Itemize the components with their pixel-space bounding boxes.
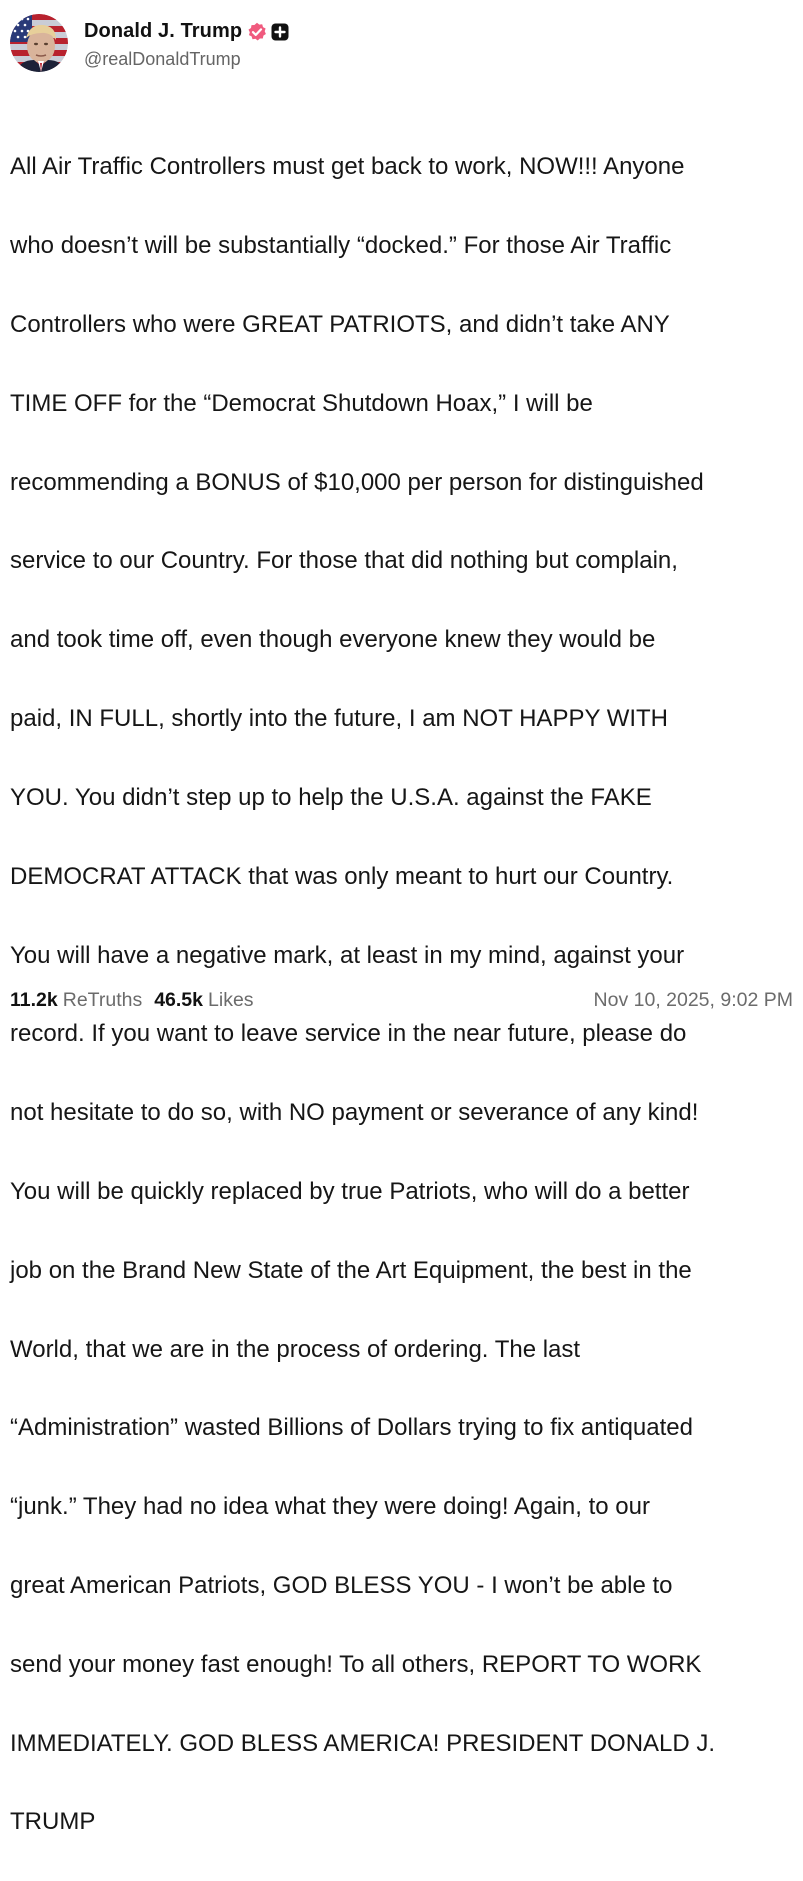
likes-label: Likes bbox=[208, 988, 254, 1011]
retruths-stat[interactable] bbox=[10, 989, 142, 1012]
name-row bbox=[84, 17, 289, 47]
post-line: send your money fast enough! To all others, REPORT TO WORK bbox=[10, 1650, 702, 1678]
post-line: “Administration” wasted Billions of Dollars trying to fix antiquated bbox=[10, 1414, 693, 1442]
post-line: YOU. You didn’t step up to help the U.S.A. against the FAKE bbox=[10, 783, 652, 811]
post-line: All Air Traffic Controllers must get back to work, NOW!!! Anyone bbox=[10, 153, 685, 181]
likes-stat[interactable] bbox=[154, 989, 253, 1012]
post-line: great American Patriots, GOD BLESS YOU - I won’t be able to bbox=[10, 1572, 673, 1600]
author-handle[interactable]: @realDonaldTrump bbox=[84, 48, 241, 69]
post-line: World, that we are in the process of ordering. The last bbox=[10, 1335, 581, 1363]
post-line: Controllers who were GREAT PATRIOTS, and didn’t take ANY bbox=[10, 311, 670, 339]
post-line: service to our Country. For those that did nothing but complain, bbox=[10, 547, 678, 575]
plus-badge-icon bbox=[271, 23, 289, 41]
likes-count: 46.5k bbox=[154, 988, 204, 1011]
post-line: recommending a BONUS of $10,000 per person for distinguished bbox=[10, 468, 704, 496]
post-line: paid, IN FULL, shortly into the future, I am NOT HAPPY WITH bbox=[10, 705, 669, 733]
post-timestamp[interactable]: Nov 10, 2025, 9:02 PM bbox=[593, 988, 793, 1011]
post-line: You will have a negative mark, at least in my mind, against your bbox=[10, 941, 685, 969]
display-name[interactable]: Donald J. Trump bbox=[84, 20, 243, 42]
post-line: TRUMP bbox=[10, 1808, 96, 1836]
post-line: who doesn’t will be substantially “docked.” For those Air Traffic bbox=[10, 232, 672, 260]
avatar-portrait-icon bbox=[10, 14, 68, 72]
post-line: not hesitate to do so, with NO payment or severance of any kind! bbox=[10, 1099, 699, 1127]
post-line: “junk.” They had no idea what they were doing! Again, to our bbox=[10, 1493, 650, 1521]
verified-badge-icon bbox=[247, 22, 267, 42]
post-line: and took time off, even though everyone knew they would be bbox=[10, 626, 656, 654]
post-line: IMMEDIATELY. GOD BLESS AMERICA! PRESIDENT DONALD J. bbox=[10, 1729, 716, 1757]
post-header bbox=[10, 12, 289, 74]
avatar[interactable] bbox=[10, 14, 68, 72]
post-line: You will be quickly replaced by true Patriots, who will do a better bbox=[10, 1177, 690, 1205]
post-line: TIME OFF for the “Democrat Shutdown Hoax,” I will be bbox=[10, 389, 593, 417]
retruths-label: ReTruths bbox=[62, 988, 143, 1011]
author-names bbox=[84, 17, 289, 70]
post-line: record. If you want to leave service in the near future, please do bbox=[10, 1020, 687, 1048]
post-line: DEMOCRAT ATTACK that was only meant to hurt our Country. bbox=[10, 862, 674, 890]
post-line: job on the Brand New State of the Art Equipment, the best in the bbox=[10, 1256, 692, 1284]
retruths-count: 11.2k bbox=[10, 988, 58, 1011]
post-footer bbox=[10, 984, 793, 1016]
